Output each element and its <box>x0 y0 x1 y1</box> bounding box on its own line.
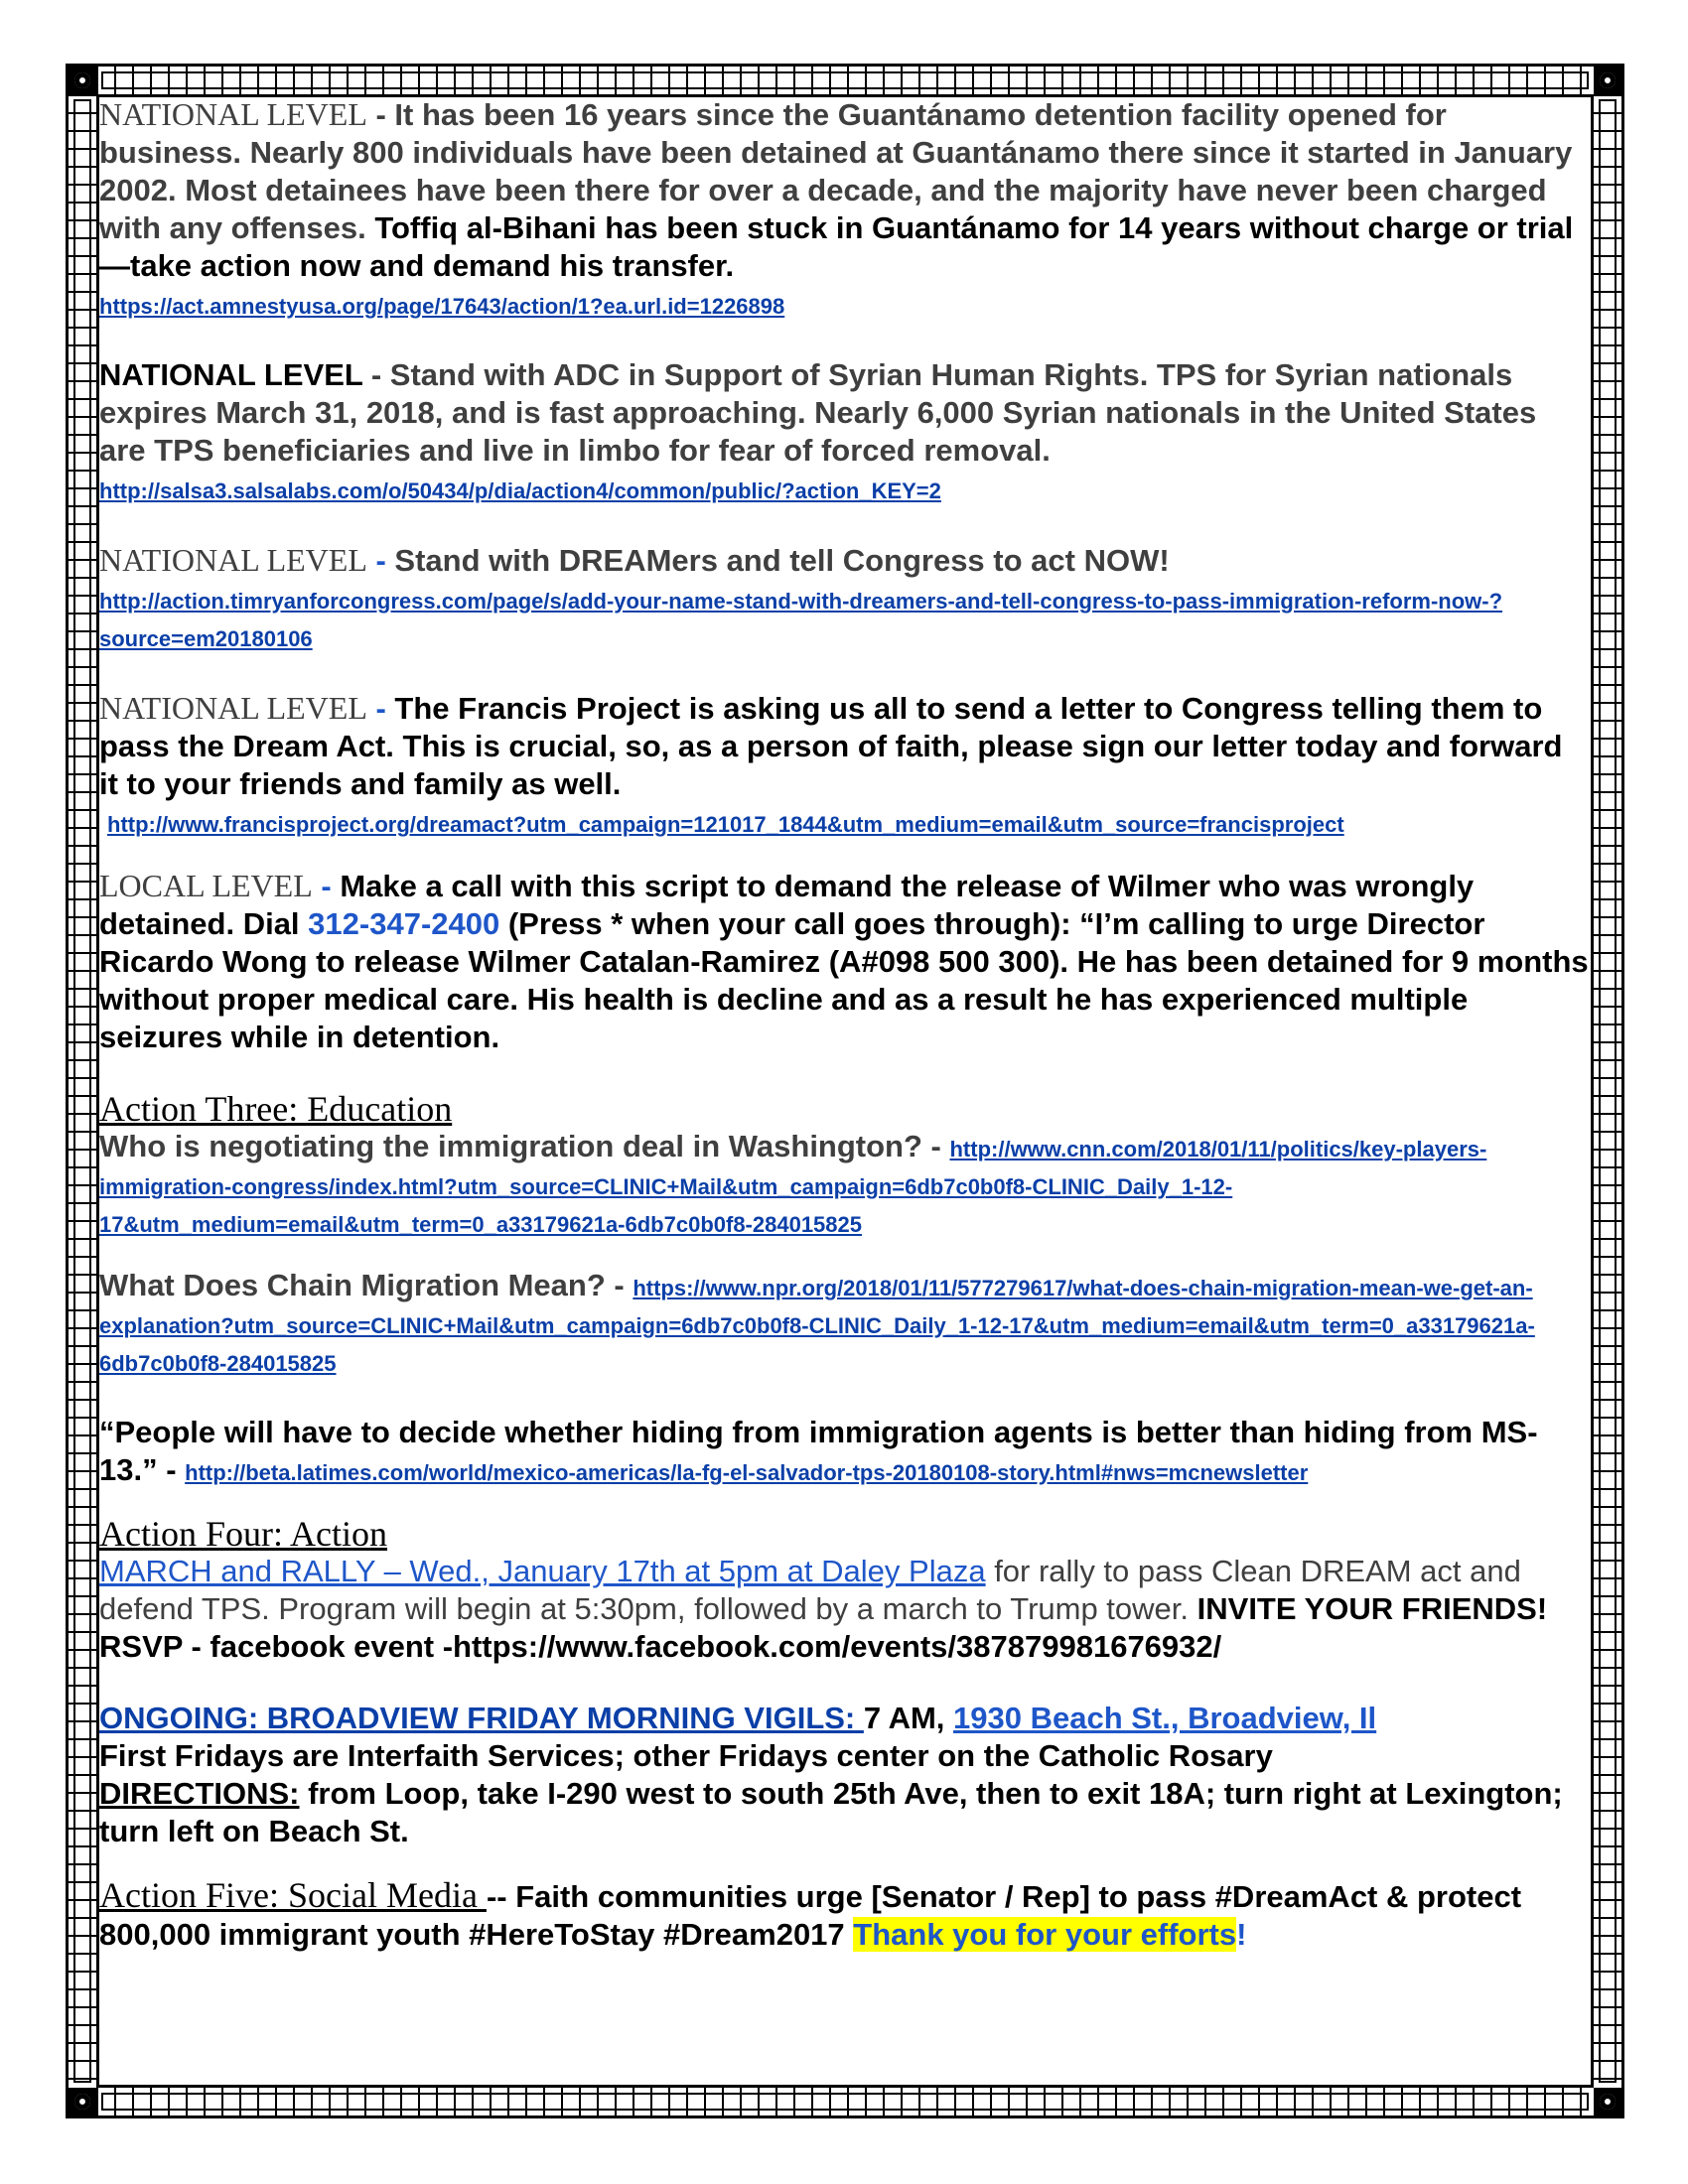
article-link[interactable]: http://beta.latimes.com/world/mexico-americas/la-fg-el-salvador-tps-20180108-story.html#nws=mcnewsletter <box>185 1460 1309 1485</box>
level-label: LOCAL LEVEL <box>99 868 313 903</box>
action-link[interactable]: http://salsa3.salsalabs.com/o/50434/p/dia/action4/common/public/?action_KEY=2 <box>99 478 941 503</box>
level-label: NATIONAL LEVEL <box>99 542 367 578</box>
item-guantanamo: NATIONAL LEVEL - It has been 16 years since the Guantánamo detention facility opened for business. Nearly 800 individuals have been detained at Guantánamo there since it started in January 2002. Most detainees have been there for over a decade, and the majority have never been charged with any offenses. Toffiq al-Bihani has been stuck in Guantánamo for 14 years without charge or trial—take action now and demand his transfer. https://act.amnestyusa.org/page/17643/action/1?ea.url.id=1226898 <box>99 96 1574 319</box>
education-item-negotiations: Who is negotiating the immigration deal in Washington? - http://www.cnn.com/2018/01/11/politics/key-players-immigration-congress/index.html?utm_source=CLINIC+Mail&utm_campaign=6db7c0b0f8-CLINIC_Daily_1-12-17&utm_medium=email&utm_term=0_a33179621a-6db7c0b0f8-284015825 <box>99 1129 1487 1237</box>
border-top-band <box>96 67 1594 94</box>
border-bottom-band <box>96 2088 1594 2116</box>
march-rally-link[interactable]: MARCH and RALLY – Wed., January 17th at 5pm at Daley Plaza <box>99 1554 986 1588</box>
vigil-address-link[interactable]: 1930 Beach St., Broadview, Il <box>953 1701 1377 1735</box>
call-script: (Press * when your call goes through): “I’m calling to urge Director Ricardo Wong to release Wilmer Catalan-Ramirez (A#098 500 300). He has been detained for 9 months without proper medical care. His health is decline and as a result he has experienced multiple seizures while in detention. <box>99 906 1589 1054</box>
item-syrian-tps <box>99 356 1589 507</box>
vigil-item <box>99 1700 1589 1850</box>
item-text: The Francis Project is asking us all to send a letter to Congress telling them to pass the Dream Act. This is crucial, so, as a person of faith, please sign our letter today and forward it to your friends and family as well. <box>99 691 1563 801</box>
article-link[interactable]: http://www.cnn.com/2018/01/11/politics/key-players-immigration-congress/index.html?utm_source=CLINIC+Mail&utm_campaign=6db7c0b0f8-CLINIC_Daily_1-12-17&utm_medium=email&utm_term=0_a33179621a-6db7c0b0f8-284015825 <box>99 1137 1487 1237</box>
item-dreamers: NATIONAL LEVEL - Stand with DREAMers and tell Congress to act NOW! http://action.timryanforcongress.com/page/s/add-your-name-stand-with-dreamers-and-tell-congress-to-pass-immigration-reform-now-?source=em20180106 <box>99 542 1503 651</box>
vigil-link[interactable]: ONGOING: BROADVIEW FRIDAY MORNING VIGILS: <box>99 1701 864 1735</box>
corner-ornament-icon <box>69 2088 96 2116</box>
social-media-text: -- Faith communities urge [Senator / Rep] to pass #DreamAct & protect 800,000 immigrant youth #HereToStay #Dream2017 <box>99 1879 1522 1952</box>
education-item-chain-migration: What Does Chain Migration Mean? - https://www.npr.org/2018/01/11/577279617/what-does-chain-migration-mean-we-get-an-explanation?utm_source=CLINIC+Mail&utm_campaign=6db7c0b0f8-CLINIC_Daily_1-12-17&utm_medium=email&utm_term=0_a33179621a-6db7c0b0f8-284015825 <box>99 1268 1535 1376</box>
corner-ornament-icon <box>69 67 96 94</box>
action-link[interactable]: http://www.francisproject.org/dreamact?utm_campaign=121017_1844&utm_medium=email&utm_source=francisproject <box>107 812 1344 837</box>
item-text: Make a call with this script to demand the release of Wilmer who was wrongly detained. Dial <box>99 869 1475 941</box>
action-link[interactable]: http://action.timryanforcongress.com/page/s/add-your-name-stand-with-dreamers-and-tell-congress-to-pass-immigration-reform-now-?source=em20180106 <box>99 589 1503 651</box>
level-label: NATIONAL LEVEL <box>99 357 363 392</box>
section-heading-social-media: Action Five: Social Media <box>99 1875 487 1915</box>
item-text: Stand with DREAMers and tell Congress to act NOW! <box>394 543 1170 578</box>
vigil-description: First Fridays are Interfaith Services; other Fridays center on the Catholic Rosary <box>99 1738 1273 1773</box>
phone-number[interactable]: 312-347-2400 <box>308 906 500 941</box>
directions-label: DIRECTIONS: <box>99 1776 300 1811</box>
item-emphasis: Toffiq al-Bihani has been stuck in Guantánamo for 14 years without charge or trial—take action now and demand his transfer. <box>99 210 1574 283</box>
march-rally-item: MARCH and RALLY – Wed., January 17th at 5pm at Daley Plaza for rally to pass Clean DREAM act and defend TPS. Program will begin at 5:30pm, followed by a march to Trump tower. INVITE YOUR FRIENDS! RSVP - facebook event -https://www.facebook.com/events/387879981676932/ <box>99 1554 1548 1664</box>
item-text: - Stand with ADC in Support of Syrian Human Rights. TPS for Syrian nationals expires March 31, 2018, and is fast approaching. Nearly 6,000 Syrian nationals in the United States are TPS beneficiaries and live in limbo for fear of forced removal. <box>99 357 1537 468</box>
border-left-band <box>69 94 96 2088</box>
corner-ornament-icon <box>1594 67 1621 94</box>
vigil-time: 7 AM, <box>863 1701 954 1735</box>
directions-text: from Loop, take I-290 west to south 25th Ave, then to exit 18A; turn right at Lexington; turn left on Beach St. <box>99 1776 1563 1848</box>
education-item-quote: “People will have to decide whether hiding from immigration agents is better than hiding from MS-13.” - http://beta.latimes.com/world/mexico-americas/la-fg-el-salvador-tps-20180108-story.html#nws=mcnewsletter <box>99 1415 1538 1487</box>
invite-rsvp: INVITE YOUR FRIENDS! RSVP - facebook event -https://www.facebook.com/events/387879981676932/ <box>99 1591 1548 1664</box>
item-wilmer-call: LOCAL LEVEL - Make a call with this script to demand the release of Wilmer who was wrongly detained. Dial 312-347-2400 (Press * when your call goes through): “I’m calling to urge Director Ricardo Wong to release Wilmer Catalan-Ramirez (A#098 500 300). He has been detained for 9 months without proper medical care. His health is decline and as a result he has experienced multiple seizures while in detention. <box>99 868 1589 1054</box>
item-text: It has been 16 years since the Guantánamo detention facility opened for business. Nearly 800 individuals have been detained at Guantánamo there since it started in January 2002. Most detainees have been there for over a decade, and the majority have never been charged with any offenses. <box>99 97 1573 245</box>
social-media-item: Action Five: Social Media -- Faith communities urge [Senator / Rep] to pass #DreamAct & protect 800,000 immigrant youth #HereToStay #Dream2017 Thank you for your efforts! <box>99 1875 1522 1952</box>
corner-ornament-icon <box>1594 2088 1621 2116</box>
article-link[interactable]: https://www.npr.org/2018/01/11/577279617/what-does-chain-migration-mean-we-get-an-explanation?utm_source=CLINIC+Mail&utm_campaign=6db7c0b0f8-CLINIC_Daily_1-12-17&utm_medium=email&utm_term=0_a33179621a-6db7c0b0f8-284015825 <box>99 1276 1535 1376</box>
thank-you-highlight: Thank you for your efforts <box>853 1917 1237 1952</box>
level-label: NATIONAL LEVEL <box>99 690 367 726</box>
border-right-band <box>1594 94 1621 2088</box>
item-francis-project: NATIONAL LEVEL - The Francis Project is asking us all to send a letter to Congress telling them to pass the Dream Act. This is crucial, so, as a person of faith, please sign our letter today and forward it to your friends and family as well. http://www.francisproject.org/dreamact?utm_campaign=121017_1844&utm_medium=email&utm_source=francisproject <box>99 690 1563 837</box>
action-link[interactable]: https://act.amnestyusa.org/page/17643/action/1?ea.url.id=1226898 <box>99 294 785 319</box>
section-heading-action: Action Four: Action <box>99 1514 387 1554</box>
level-label: NATIONAL LEVEL <box>99 96 367 132</box>
section-heading-education: Action Three: Education <box>99 1089 453 1129</box>
document-body <box>99 95 1589 1954</box>
